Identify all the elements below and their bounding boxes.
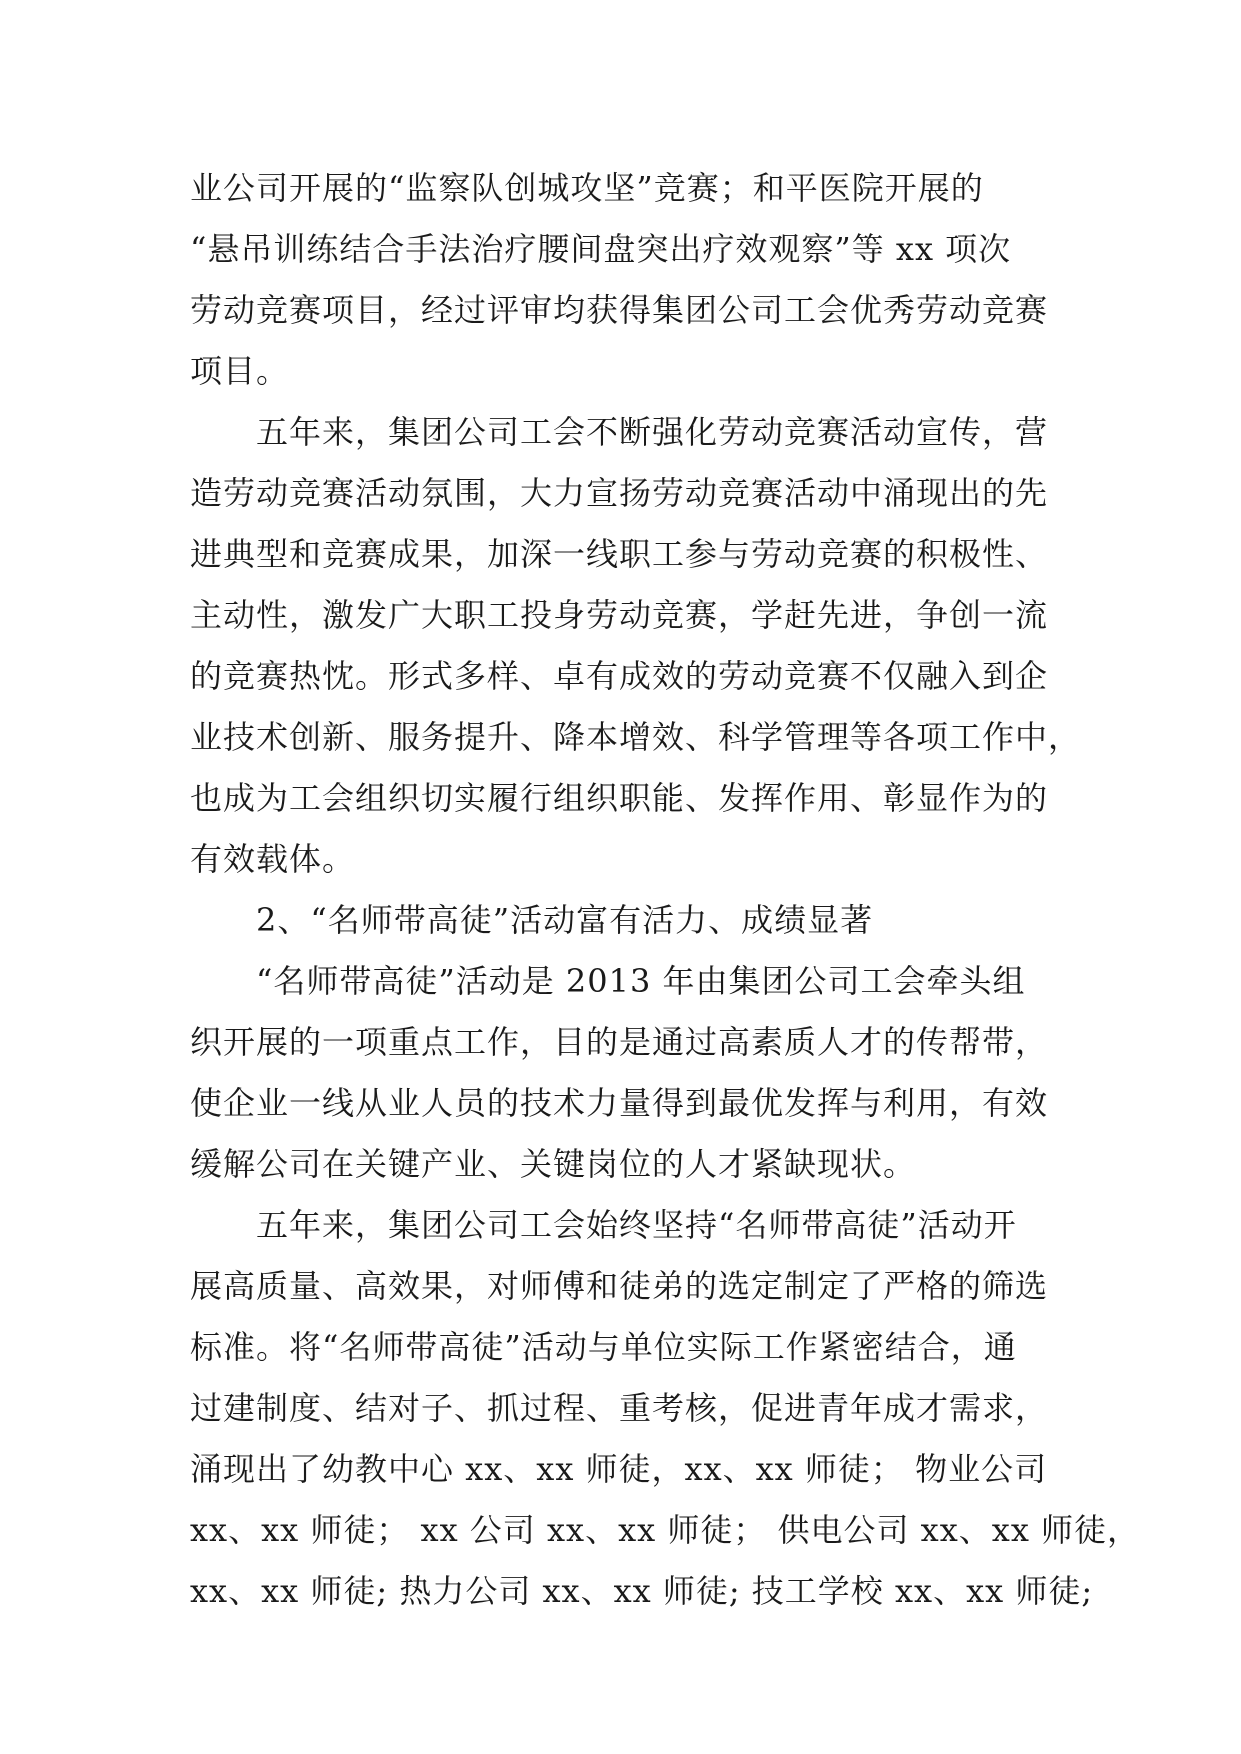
text-line: xx、xx 师徒； xx 公司 xx、xx 师徒； 供电公司 xx、xx 师徒， [190, 1511, 1141, 1549]
text-line: 项目。 [190, 352, 290, 390]
text-line: 织开展的一项重点工作，目的是通过高素质人才的传帮带， [190, 1023, 1049, 1061]
text-line: 业公司开展的“监察队创城攻坚”竞赛；和平医院开展的 [190, 169, 984, 207]
text-line: 有效载体。 [190, 840, 356, 878]
paragraph-start-line: 五年来，集团公司工会始终坚持“名师带高徒”活动开 [190, 1206, 1017, 1244]
text-line: 展高质量、高效果，对师傅和徒弟的选定制定了严格的筛选 [190, 1267, 1049, 1305]
text-line: 进典型和竞赛成果，加深一线职工参与劳动竞赛的积极性、 [190, 535, 1049, 573]
paragraph-start-line: “名师带高徒”活动是 2013 年由集团公司工会牵头组 [190, 962, 1026, 1000]
text-line: 也成为工会组织切实履行组织职能、发挥作用、彰显作为的 [190, 779, 1049, 817]
document-body [190, 158, 1141, 1622]
text-line: 缓解公司在关键产业、关键岗位的人才紧缺现状。 [190, 1145, 917, 1183]
text-line: “悬吊训练结合手法治疗腰间盘突出疗效观察”等 xx 项次 [190, 230, 1012, 268]
text-line: 造劳动竞赛活动氛围，大力宣扬劳动竞赛活动中涌现出的先 [190, 474, 1049, 512]
text-line: 的竞赛热忱。形式多样、卓有成效的劳动竞赛不仅融入到企 [190, 657, 1049, 695]
text-line: 劳动竞赛项目，经过评审均获得集团公司工会优秀劳动竞赛 [190, 291, 1049, 329]
text-line: 使企业一线从业人员的技术力量得到最优发挥与利用，有效 [190, 1084, 1049, 1122]
text-line: 主动性，激发广大职工投身劳动竞赛，学赶先进，争创一流 [190, 596, 1049, 634]
text-line: 过建制度、结对子、抓过程、重考核，促进青年成才需求， [190, 1389, 1049, 1427]
text-line: xx、xx 师徒; 热力公司 xx、xx 师徒; 技工学校 xx、xx 师徒; [190, 1572, 1094, 1610]
section-heading: 2、“名师带高徒”活动富有活力、成绩显著 [190, 901, 874, 939]
paragraph-start-line: 五年来，集团公司工会不断强化劳动竞赛活动宣传，营 [190, 413, 1049, 451]
text-line: 业技术创新、服务提升、降本增效、科学管理等各项工作中， [190, 718, 1082, 756]
text-line: 涌现出了幼教中心 xx、xx 师徒，xx、xx 师徒； 物业公司 [190, 1450, 1048, 1488]
text-line: 标准。将“名师带高徒”活动与单位实际工作紧密结合，通 [190, 1328, 1017, 1366]
